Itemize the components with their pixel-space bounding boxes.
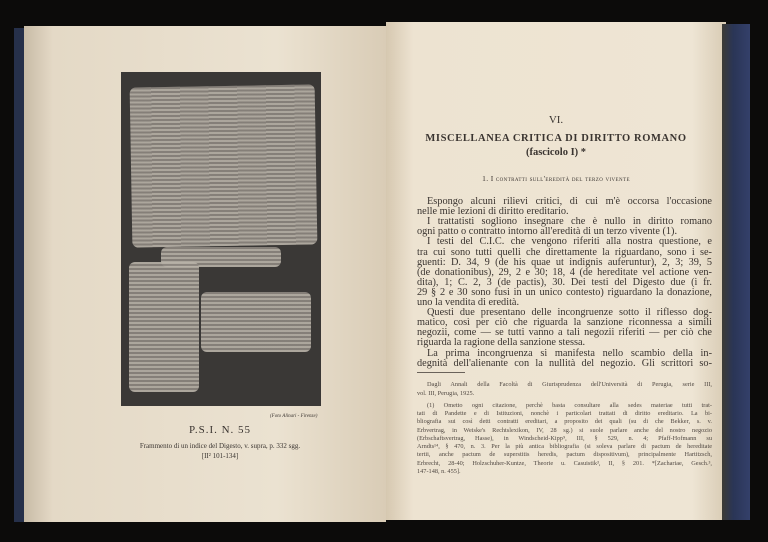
body-text-line: nelle mie lezioni di diritto ereditario. bbox=[417, 206, 569, 218]
plate-caption: Frammento di un indice del Digesto, v. supra, p. 332 sgg. bbox=[139, 442, 301, 450]
body-text-line: matico, così per ciò che riguarda la sanzione riconnessa a simili bbox=[417, 317, 712, 329]
body-text-line: La prima incongruenza si manifesta nello scambio della in- bbox=[427, 347, 712, 359]
photo-credit: (Foto Alinari - Firenze) bbox=[270, 414, 318, 419]
footnote-line: (Erbschaftsvertrag, Hasse), in Windscheid-Kipp⁹, III, § 529, n. 4; Pfaff-Hofmann su bbox=[417, 434, 712, 442]
body-text-line: riguarda la ragione della sanzione stessa. bbox=[417, 337, 586, 349]
footnote-line: bliografia sui così detti contratti ereditari, a proposito dei quali (su di che Bekker, s. v. bbox=[417, 418, 712, 426]
plate-caption-ref: [II² 101-134] bbox=[201, 452, 239, 460]
papyrus-fragment bbox=[130, 84, 318, 247]
papyrus-fragment bbox=[129, 262, 199, 392]
footnote-line: (1) Ometto ogni citazione, perchè basta consultare alla sedes materiae tutti trat- bbox=[427, 401, 712, 409]
footnote-line: Erbvertrag, in Weiske's Rechtslexikon, IV, 28 sg.) si suole parlare anche del nostro negozio bbox=[417, 426, 712, 434]
body-text-line: Espongo alcuni rilievi critici, di cui m'è occorsa l'occasione bbox=[427, 196, 712, 207]
body-text-line: uno la vendita di eredità. bbox=[417, 297, 520, 308]
chapter-number: VI. bbox=[548, 114, 564, 126]
footnote-line: Arndts¹⁴, § 470, n. 3. Per la più antica bibliografia (si soleva parlare di pactum de hereditate bbox=[417, 443, 712, 451]
body-text-line: I trattatisti sogliono insegnare che è nullo in diritto romano bbox=[427, 216, 712, 228]
chapter-title: MISCELLANEA CRITICA DI DIRITTO ROMANO bbox=[425, 133, 687, 144]
footnote-line: Erbrecht, 28-40; Holzschuher-Kuntze, Theorie u. Casuistik³, II, § 201. *[Zachariae, Gesch.³, bbox=[417, 459, 712, 467]
section-heading: 1. I contratti sull'eredità del terzo vivente bbox=[482, 174, 630, 183]
body-text-line: I testi del C.I.C. che vengono riferiti alla nostra questione, e bbox=[427, 236, 712, 248]
papyrus-photo bbox=[121, 72, 321, 406]
body-text-line: 29 § 2 e 30 sono fusi in un unico contesto) riguardano la donazione, bbox=[417, 286, 712, 298]
body-text-line: degnità dell'alienante con la nullità del negozio. Gli scrittori so- bbox=[417, 357, 712, 369]
plate-title: P.S.I. N. 55 bbox=[188, 424, 252, 436]
body-text-line: Questi due presentano delle incongruenze sotto il riflesso dog- bbox=[427, 307, 712, 319]
footnote-line: 147-148, n. 455]. bbox=[417, 468, 461, 475]
body-text-line: dita), 1; C. 2, 3 (de pactis), 30. Dei testi del Digesto due (i fr. bbox=[417, 276, 712, 288]
body-text-line: negozii, come — se tutti vanno a tali negozii riferiti — per ciò che bbox=[417, 327, 712, 339]
footnote-line: tati di Pandette e di Istituzioni, nonchè i particolari trattati di diritto ereditario. La bi- bbox=[417, 409, 712, 417]
body-text-line: ogni patto o contratto intorno all'eredità di un terzo vivente (1). bbox=[417, 226, 678, 238]
body-text-line: tra cui sono tutti quelli che direttamente la riguardano, sono i se- bbox=[417, 246, 712, 258]
footnote-line: tertii, anche pactum de superstitis heredis, pactum dispositivum), principalmente Hartitzsch, bbox=[417, 451, 712, 459]
chapter-subtitle: (fascicolo I) * bbox=[525, 147, 587, 158]
papyrus-fragment bbox=[201, 292, 311, 352]
footnote-rule bbox=[417, 372, 465, 373]
footnote-line: Dagli Annali della Facoltà di Giurisprudenza dell'Università di Perugia, serie III, bbox=[427, 381, 712, 388]
book-cover-right bbox=[722, 24, 750, 520]
footnote-line: vol. III, Perugia, 1925. bbox=[417, 389, 475, 397]
body-text-line: (de donationibus), 29, 2 e 30; 18, 4 (de hereditate vel actione ven- bbox=[417, 266, 712, 278]
body-text-line: guenti: D. 34, 9 (de his quae ut indignis auferuntur), 2, 3; 39, 5 bbox=[417, 256, 712, 268]
